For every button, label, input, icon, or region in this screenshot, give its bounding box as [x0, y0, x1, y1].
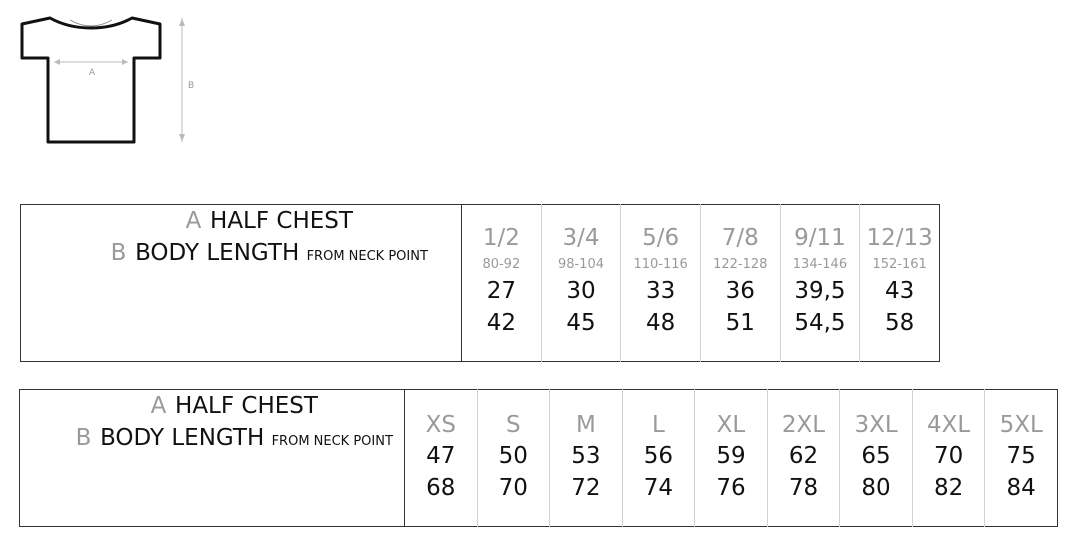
half-chest-value: 30: [566, 278, 596, 304]
size-label: 7/8: [721, 225, 759, 251]
size-label: XL: [716, 412, 746, 438]
half-chest-text: HALF CHEST: [210, 208, 353, 234]
body-length-value: 76: [716, 475, 746, 501]
half-chest-value: 47: [426, 443, 456, 469]
kids-size-table: [20, 204, 940, 362]
half-chest-value: 59: [716, 443, 746, 469]
size-column: [695, 390, 768, 527]
body-length-text: BODY LENGTH: [135, 240, 300, 266]
size-label: 1/2: [482, 225, 520, 251]
size-label: 3XL: [854, 412, 898, 438]
tshirt-outline-icon: [22, 18, 160, 142]
size-column: [767, 390, 840, 527]
tshirt-diagram: [14, 12, 204, 152]
half-chest-value: 36: [725, 278, 755, 304]
half-chest-value: 75: [1006, 443, 1036, 469]
height-range: 110-116: [633, 257, 688, 272]
half-chest-value: 43: [885, 278, 915, 304]
half-chest-value: 70: [933, 443, 964, 469]
adult-size-table: [19, 389, 1058, 527]
height-range: 122-128: [713, 257, 768, 272]
size-label: 3/4: [562, 225, 600, 251]
size-label: 5XL: [999, 412, 1043, 438]
body-length-label: [69, 237, 461, 273]
half-chest-value: 56: [643, 443, 674, 469]
size-column: [541, 205, 621, 362]
size-column: [860, 205, 940, 362]
body-length-value: 72: [571, 475, 601, 501]
body-length-value: 68: [426, 475, 456, 501]
size-label: L: [652, 412, 665, 438]
half-chest-value: 39,5: [794, 278, 846, 304]
body-length-value: 54,5: [794, 310, 846, 336]
body-length-value: 48: [646, 310, 676, 336]
size-column: [780, 205, 860, 362]
letter-a: A: [185, 208, 202, 234]
letter-a: A: [150, 393, 167, 419]
half-chest-label: [56, 390, 404, 422]
half-chest-value: 65: [861, 443, 891, 469]
body-length-value: 45: [566, 310, 596, 336]
body-length-text: BODY LENGTH: [100, 425, 265, 451]
height-range: 98-104: [557, 257, 604, 272]
size-column: [462, 205, 542, 362]
size-label: XS: [425, 412, 456, 438]
size-column: [840, 390, 913, 527]
size-column: [550, 390, 623, 527]
size-column: [405, 390, 478, 527]
size-column: [985, 390, 1058, 527]
size-label: 2XL: [781, 412, 826, 438]
body-length-value: 42: [486, 310, 516, 336]
size-column: [477, 390, 550, 527]
diagram-label-b: B: [188, 81, 195, 91]
size-column: [622, 390, 695, 527]
half-chest-value: 50: [498, 443, 528, 469]
height-range: 152-161: [872, 257, 927, 272]
body-length-value: 70: [498, 475, 528, 501]
size-column: [912, 390, 985, 527]
size-label: S: [506, 412, 521, 438]
from-neck-point-note: FROM NECK POINT: [271, 434, 393, 449]
from-neck-point-note: FROM NECK POINT: [306, 249, 428, 264]
size-column: [700, 205, 780, 362]
size-column: [621, 205, 701, 362]
body-length-value: 51: [725, 310, 755, 336]
half-chest-value: 27: [486, 278, 516, 304]
letter-b: B: [75, 425, 92, 451]
half-chest-label: [69, 205, 461, 237]
letter-b: B: [110, 240, 127, 266]
body-length-value: 84: [1006, 475, 1036, 501]
half-chest-value: 62: [788, 443, 819, 469]
height-range: 80-92: [482, 257, 521, 272]
measurement-labels: [21, 205, 462, 362]
size-label: M: [575, 412, 596, 438]
half-chest-text: HALF CHEST: [175, 393, 318, 419]
body-length-value: 74: [643, 475, 674, 501]
body-length-value: 58: [885, 310, 915, 336]
body-length-value: 82: [933, 475, 964, 501]
size-label: 5/6: [642, 225, 680, 251]
size-label: 4XL: [926, 412, 971, 438]
body-length-label: [56, 422, 404, 458]
size-label: 9/11: [794, 225, 846, 251]
body-length-value: 78: [788, 475, 819, 501]
measurement-labels: [20, 390, 405, 527]
size-label: 12/13: [866, 225, 933, 251]
diagram-label-a: A: [89, 68, 96, 78]
height-range: 134-146: [792, 257, 848, 272]
half-chest-value: 33: [646, 278, 676, 304]
half-chest-value: 53: [571, 443, 601, 469]
body-length-value: 80: [861, 475, 891, 501]
